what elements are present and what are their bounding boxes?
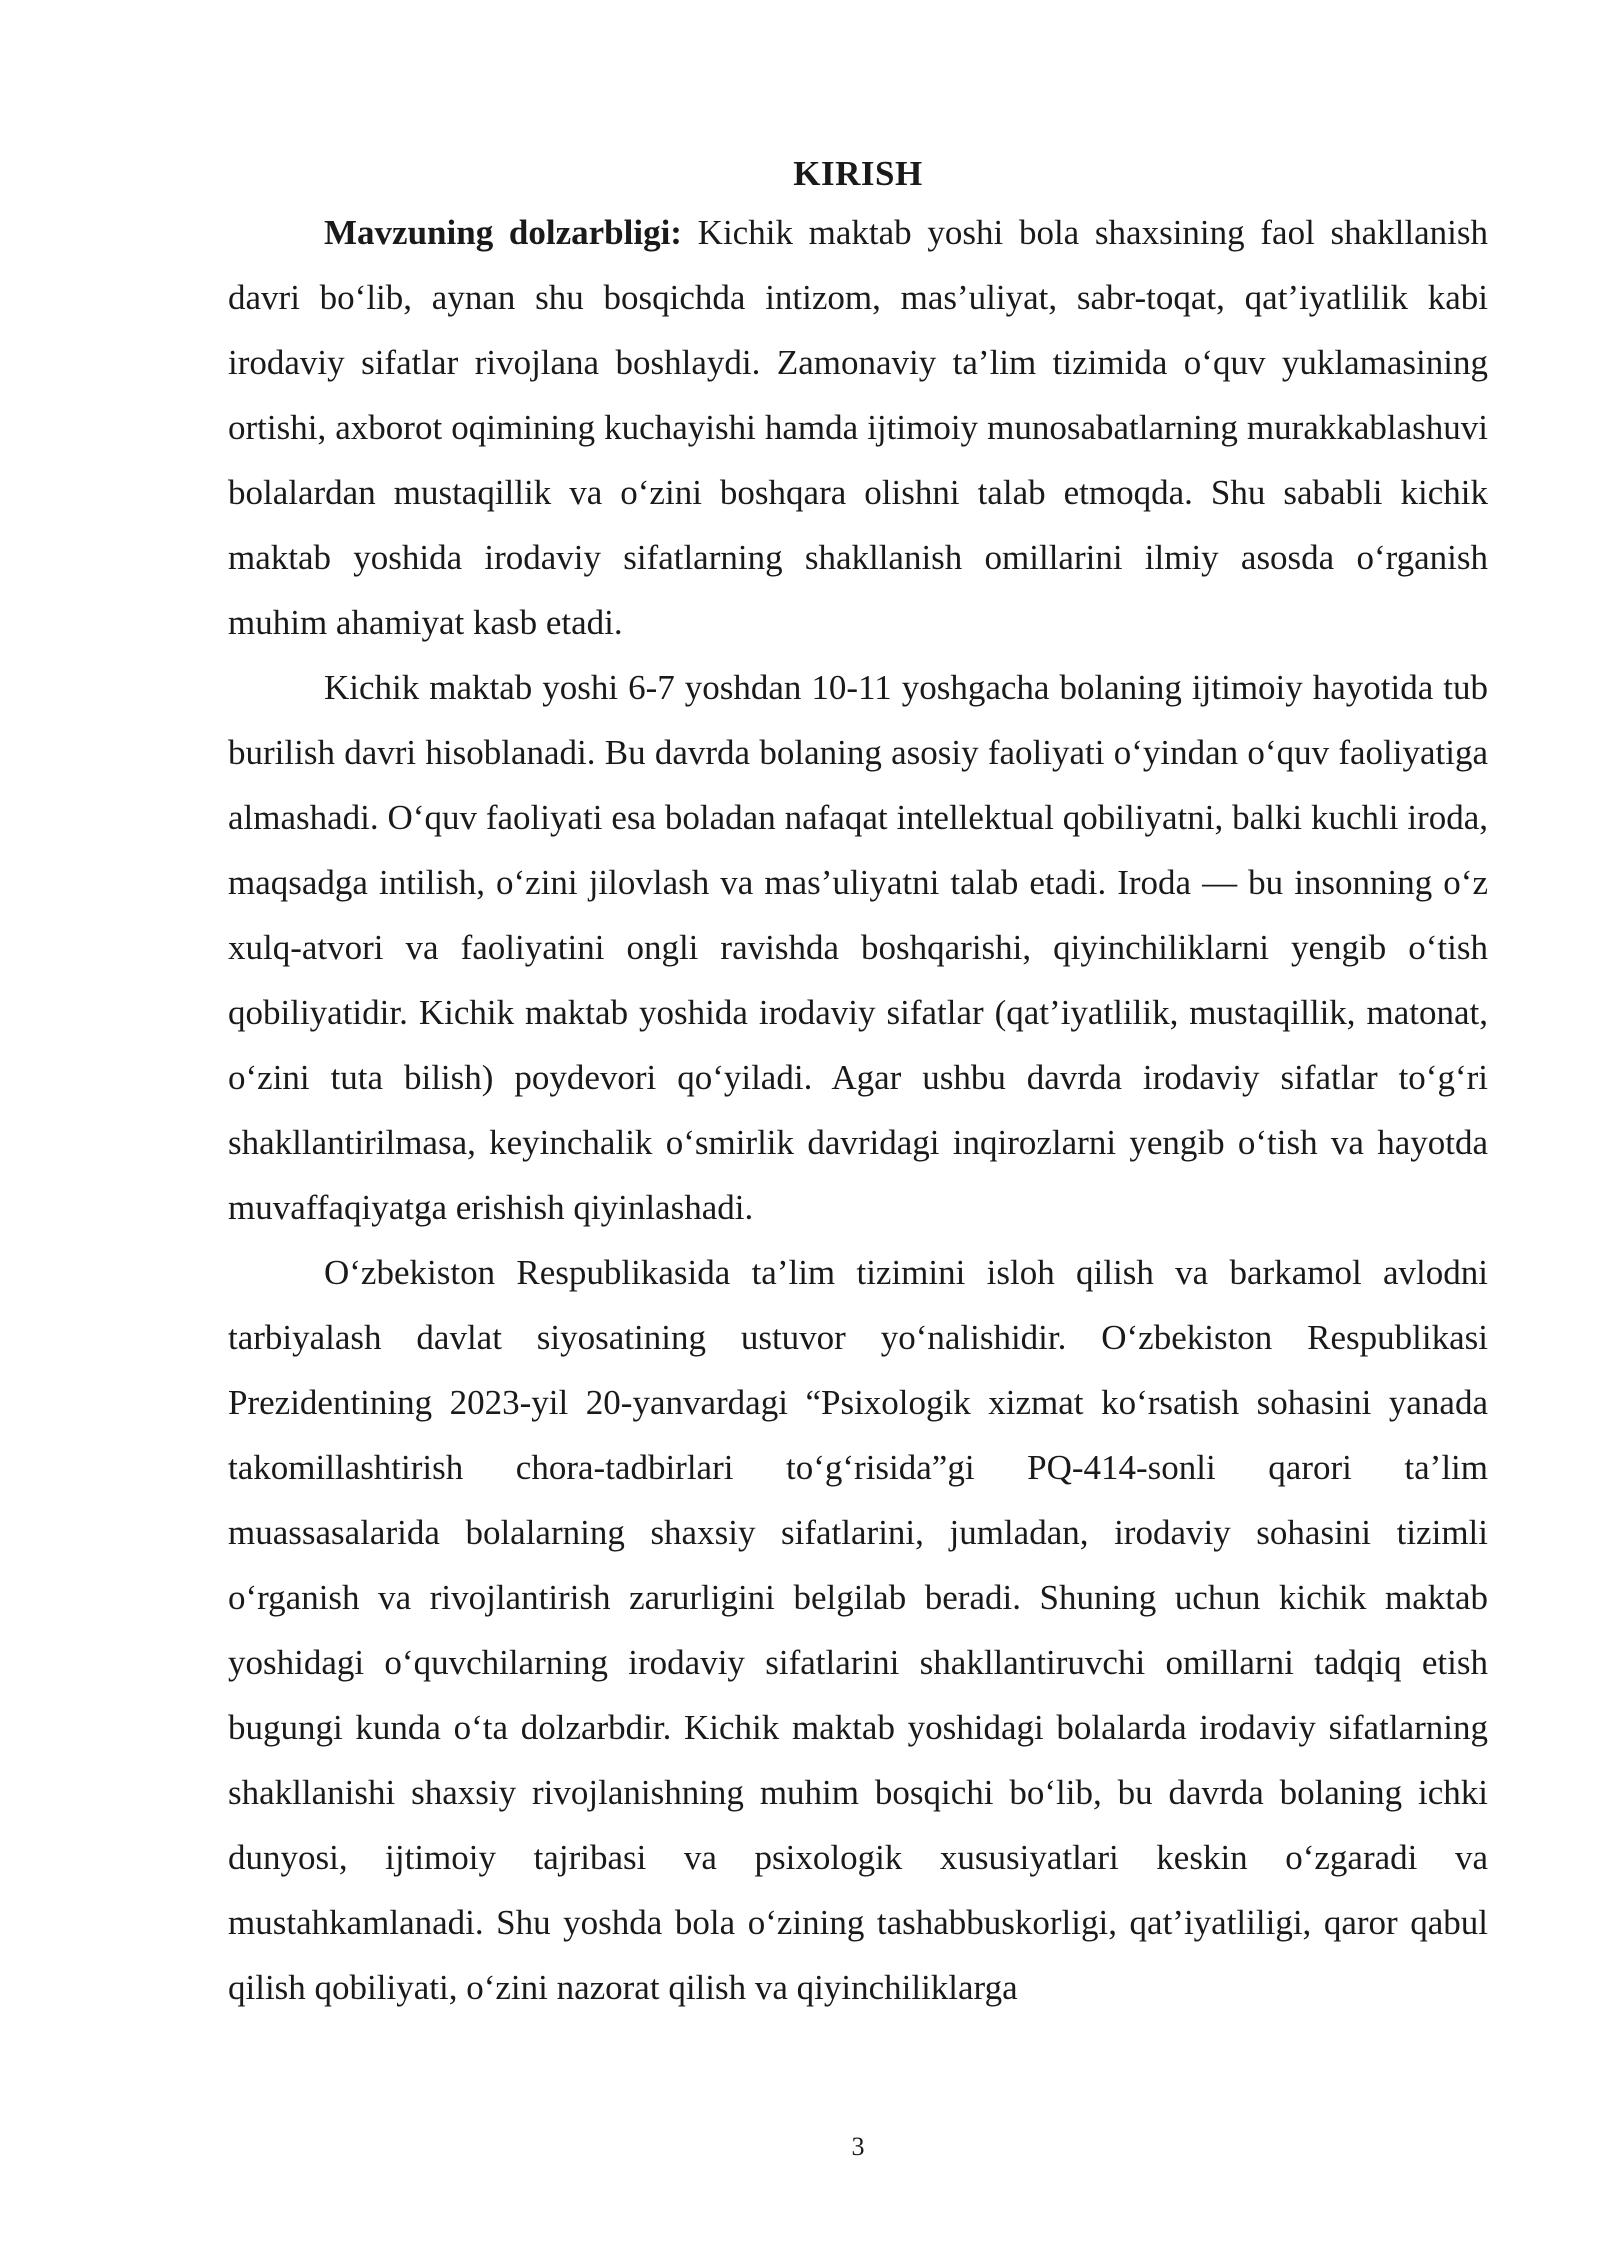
paragraph-relevance — [228, 200, 1488, 655]
paragraph-age-period: Kichik maktab yoshi 6-7 yoshdan 10-11 yoshgacha bolaning ijtimoiy hayotida tub burilish davri hisoblanadi. Bu davrda bolaning asosiy faoliyati o‘yindan o‘quv faoliyatiga almashadi. O‘quv faoliyati esa boladan nafaqat intellektual qobiliyatni, balki kuchli iroda, maqsadga intilish, o‘zini jilovlash va mas’uliyatni talab etadi. Iroda — bu insonning o‘z xulq-atvori va faoliyatini ongli ravishda boshqarishi, qiyinchiliklarni yengib o‘tish qobiliyatidir. Kichik maktab yoshida irodaviy sifatlar (qat’iyatlilik, mustaqillik, matonat, o‘zini tuta bilish) poydevori qo‘yiladi. Agar ushbu davrda irodaviy sifatlar to‘g‘ri shakllantirilmasa, keyinchalik o‘smirlik davridagi inqirozlarni yengib o‘tish va hayotda muvaffaqiyatga erishish qiyinlashadi. — [228, 668, 1488, 1227]
paragraph-lead: Mavzuning dolzarbligi: — [324, 213, 682, 252]
paragraph-body: Kichik maktab yoshi bola shaxsining faol shakllanish davri bo‘lib, aynan shu bosqichda intizom, mas’uliyat, sabr-toqat, qat’iyatlilik kabi irodaviy sifatlar rivojlana boshlaydi. Zamonaviy ta’lim tizimida o‘quv yuklamasining ortishi, axborot oqimining kuchayishi hamda ijtimoiy munosabatlarning murakkablashuvi bolalardan mustaqillik va o‘zini boshqara olishni talab etmoqda. Shu sababli kichik maktab yoshida irodaviy sifatlarning shakllanish omillarini ilmiy asosda o‘rganish muhim ahamiyat kasb etadi. — [228, 213, 1488, 642]
page-number: 3 — [851, 2132, 865, 2161]
section-title: KIRISH — [793, 154, 923, 193]
page-content — [228, 148, 1488, 2020]
paragraph-education-reform: O‘zbekiston Respublikasida ta’lim tizimini isloh qilish va barkamol avlodni tarbiyalash davlat siyosatining ustuvor yo‘nalishidir. O‘zbekiston Respublikasi Prezidentining 2023-yil 20-yanvardagi “Psixologik xizmat ko‘rsatish sohasini yanada takomillashtirish chora-tadbirlari to‘g‘risida”gi PQ-414-sonli qarori ta’lim muassasalarida bolalarning shaxsiy sifatlarini, jumladan, irodaviy sohasini tizimli o‘rganish va rivojlantirish zarurligini belgilab beradi. Shuning uchun kichik maktab yoshidagi o‘quvchilarning irodaviy sifatlarini shakllantiruvchi omillarni tadqiq etish bugungi kunda o‘ta dolzarbdir. Kichik maktab yoshidagi bolalarda irodaviy sifatlarning shakllanishi shaxsiy rivojlanishning muhim bosqichi bo‘lib, bu davrda bolaning ichki dunyosi, ijtimoiy tajribasi va psixologik xususiyatlari keskin o‘zgaradi va mustahkamlanadi. Shu yoshda bola o‘zining tashabbuskorligi, qat’iyatliligi, qaror qabul qilish qobiliyati, o‘zini nazorat qilish va qiyinchiliklarga — [228, 1253, 1488, 2007]
